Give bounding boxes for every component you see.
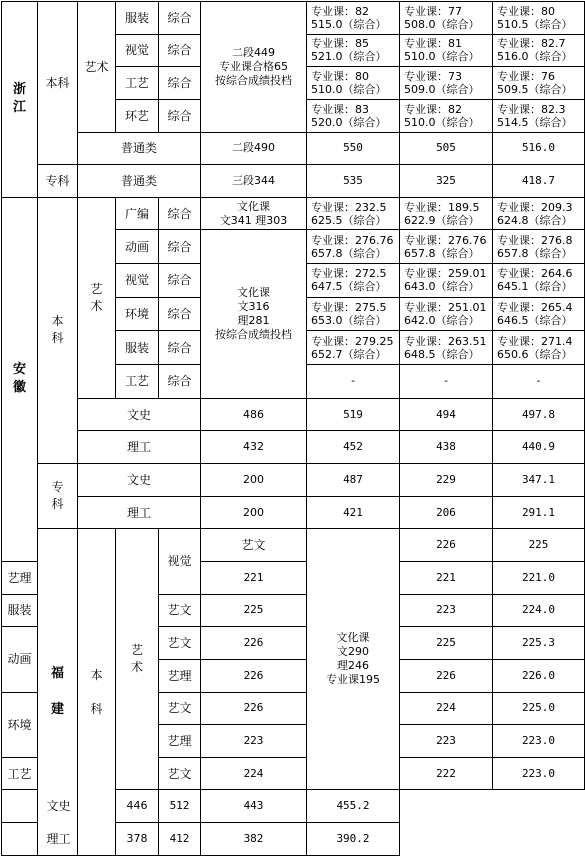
score-cell-c3: 专业课：264.6 645.1（综合） [493,264,585,298]
score-cell-c2: 206 [400,496,493,529]
score-cell-c2: 专业课：73 509.0（综合） [400,67,493,100]
score-cell-c2: 专业课：77 508.0（综合） [400,2,493,35]
subject-type-cell: 综合 [159,2,201,35]
score-cell-c3: 专业课：265.4 646.5（综合） [493,297,585,331]
control-line-cell: 二段449 专业课合格65 按综合成绩投档 [201,2,307,133]
control-line-cell: 文化课 文316 理281 按综合成绩投档 [201,230,307,398]
score-cell-c1: - [307,365,400,399]
score-cell-c3: 专业课：82.3 514.5（综合） [493,99,585,132]
major-cell: 工艺 [2,757,38,790]
table-row [2,790,585,823]
score-cell-c1: 452 [307,431,400,464]
score-cell-c2: 438 [400,431,493,464]
subject-type-cell: 艺理 [159,725,201,758]
subject-type-cell: 综合 [159,331,201,365]
control-line-cell: 432 [201,431,307,464]
control-line-cell: 文化课 文341 理303 [201,197,307,230]
score-cell-c2: 222 [400,757,493,790]
score-cell-c2: 443 [201,790,307,823]
score-cell-c1: 专业课：232.5 625.5（综合） [307,197,400,230]
score-cell-c2: 225 [400,627,493,660]
control-line-cell: 446 [116,790,159,823]
score-cell-c3: 223.0 [493,757,585,790]
control-line-cell: 文化课 文290 理246 专业课195 [307,529,400,790]
score-cell-c1: 专业课：276.76 657.8（综合） [307,230,400,264]
province-cell: 福 建 [38,529,78,856]
subject-type-cell: 综合 [159,67,201,100]
score-cell-c3: 专业课：76 509.5（综合） [493,67,585,100]
province-cell: 浙 江 [2,2,38,198]
score-cell-c1: 550 [307,132,400,165]
score-cell-c3: 专业课：271.4 650.6（综合） [493,331,585,365]
category-cell: 文史 [2,790,116,823]
score-cell-c3: 390.2 [307,823,400,856]
subject-type-cell: 综合 [159,264,201,298]
score-cell-c2: 325 [400,165,493,198]
major-cell: 动画 [116,230,159,264]
control-line-cell: 378 [116,823,159,856]
category-cell: 文史 [78,464,201,497]
score-cell-c1: 487 [307,464,400,497]
control-line-cell: 三段344 [201,165,307,198]
subject-type-cell: 综合 [159,197,201,230]
subject-type-cell: 综合 [159,34,201,67]
major-cell: 环艺 [116,99,159,132]
category-cell: 普通类 [78,165,201,198]
score-cell-c3: 291.1 [493,496,585,529]
score-cell-c1: 512 [159,790,201,823]
category-cell: 普通类 [78,132,201,165]
score-cell-c2: 224 [400,692,493,725]
score-cell-c2: 494 [400,398,493,431]
subject-type-cell: 艺文 [159,692,201,725]
table-row [2,431,585,464]
table-row [2,529,585,562]
subject-type-cell: 综合 [159,230,201,264]
category-cell: 理工 [78,496,201,529]
score-cell-c2: 505 [400,132,493,165]
score-cell-c3: 221.0 [493,561,585,594]
score-cell-c3: - [493,365,585,399]
table-row [2,132,585,165]
major-cell: 工艺 [116,67,159,100]
table-row [2,2,585,35]
major-cell: 环境 [116,297,159,331]
score-cell-c1: 专业课：275.5 653.0（综合） [307,297,400,331]
table-row [2,496,585,529]
score-cell-c1: 223 [201,725,307,758]
score-cell-c3: 专业课：82.7 516.0（综合） [493,34,585,67]
major-cell: 广编 [116,197,159,230]
score-cell-c3: 455.2 [307,790,400,823]
score-cell-c1: 412 [159,823,201,856]
subject-type-cell: 艺理 [2,561,38,594]
major-cell: 服装 [2,594,38,627]
subject-type-cell: 综合 [159,99,201,132]
score-cell-c1: 专业课：83 520.0（综合） [307,99,400,132]
score-cell-c3: 226.0 [493,659,585,692]
score-cell-c3: 专业课：276.8 657.8（综合） [493,230,585,264]
score-cell-c3: 专业课：80 510.5（综合） [493,2,585,35]
admission-score-table [1,1,585,856]
score-cell-c3: 516.0 [493,132,585,165]
score-cell-c2: 专业课：189.5 622.9（综合） [400,197,493,230]
score-cell-c3: 224.0 [493,594,585,627]
score-cell-c1: 226 [201,627,307,660]
score-cell-c2: - [400,365,493,399]
score-cell-c3: 223.0 [493,725,585,758]
level-cell: 本科 [38,2,78,165]
score-cell-c3: 专业课：209.3 624.8（综合） [493,197,585,230]
score-cell-c3: 497.8 [493,398,585,431]
control-line-cell: 486 [201,398,307,431]
major-cell: 服装 [116,331,159,365]
score-cell-c2: 专业课：259.01 643.0（综合） [400,264,493,298]
score-cell-c1: 519 [307,398,400,431]
subject-type-cell: 综合 [159,365,201,399]
control-line-cell: 200 [201,496,307,529]
score-cell-c1: 专业课：279.25 652.7（综合） [307,331,400,365]
level-cell: 专科 [38,165,78,198]
major-cell: 服装 [116,2,159,35]
subject-type-cell: 艺理 [159,659,201,692]
category-cell: 理工 [2,823,116,856]
score-cell-c3: 418.7 [493,165,585,198]
score-cell-c1: 421 [307,496,400,529]
subject-type-cell: 艺文 [159,757,201,790]
control-line-cell: 200 [201,464,307,497]
subject-type-cell: 艺文 [159,594,201,627]
major-cell: 视觉 [159,529,201,594]
subject-type-cell: 艺文 [159,627,201,660]
score-cell-c2: 223 [400,594,493,627]
score-cell-c1: 225 [201,594,307,627]
subject-type-cell: 综合 [159,297,201,331]
score-cell-c3: 440.9 [493,431,585,464]
score-cell-c2: 226 [400,659,493,692]
score-cell-c1: 226 [400,529,493,562]
score-cell-c3: 225.3 [493,627,585,660]
level-cell: 专 科 [38,464,78,529]
major-cell: 工艺 [116,365,159,399]
level-cell: 本 科 [78,529,116,856]
score-cell-c1: 专业课：80 510.0（综合） [307,67,400,100]
category-cell: 理工 [78,431,201,464]
score-cell-c2: 229 [400,464,493,497]
score-cell-c2: 223 [400,725,493,758]
score-cell-c2: 专业课：81 510.0（综合） [400,34,493,67]
major-cell: 视觉 [116,34,159,67]
score-cell-c2: 专业课：276.76 657.8（综合） [400,230,493,264]
category-cell: 艺 术 [78,197,116,398]
score-cell-c2: 专业课：82 510.0（综合） [400,99,493,132]
score-cell-c1: 专业课：82 515.0（综合） [307,2,400,35]
score-cell-c1: 226 [201,692,307,725]
table-row [2,823,585,856]
major-cell: 视觉 [116,264,159,298]
score-cell-c1: 226 [201,659,307,692]
score-cell-c1: 221 [201,561,307,594]
table-body [2,2,585,856]
table-row [2,464,585,497]
score-cell-c2: 专业课：263.51 648.5（综合） [400,331,493,365]
category-cell: 艺 术 [116,529,159,790]
table-row [2,165,585,198]
score-cell-c1: 224 [201,757,307,790]
major-cell: 动画 [2,627,38,692]
table-row [2,398,585,431]
score-cell-c3: 225.0 [493,692,585,725]
subject-type-cell: 艺文 [201,529,307,562]
score-cell-c3: 347.1 [493,464,585,497]
score-cell-c1: 专业课：272.5 647.5（综合） [307,264,400,298]
table-row [2,197,585,230]
score-cell-c1: 535 [307,165,400,198]
score-cell-c2: 382 [201,823,307,856]
score-cell-c2: 专业课：251.01 642.0（综合） [400,297,493,331]
score-cell-c1: 专业课：85 521.0（综合） [307,34,400,67]
major-cell: 环境 [2,692,38,757]
category-cell: 文史 [78,398,201,431]
score-cell-c2: 221 [400,561,493,594]
control-line-cell: 二段490 [201,132,307,165]
level-cell: 本 科 [38,197,78,463]
category-cell: 艺术 [78,2,116,133]
score-cell-c2: 225 [493,529,585,562]
province-cell: 安 徽 [2,197,38,561]
